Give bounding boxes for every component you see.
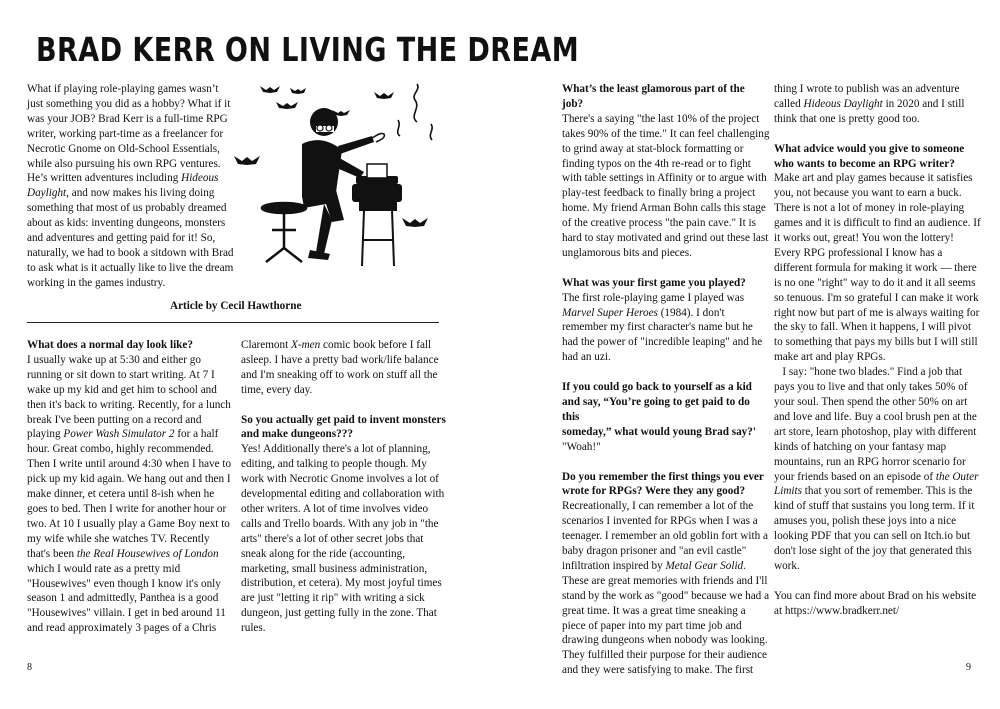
text-run: and adventures and getting paid for it! So, [27, 232, 216, 245]
text-run: finding typos on the 4th re-read or to fight [562, 157, 751, 170]
text-line [774, 365, 979, 380]
text-run: They fulfilled their purpose for their audience [562, 649, 768, 662]
text-line [562, 291, 767, 306]
text-run: playing [27, 428, 64, 441]
text-line [27, 398, 232, 413]
text-line [774, 470, 979, 485]
text-line [27, 562, 232, 577]
text-line [562, 604, 767, 619]
italic-title-run: X-men [291, 339, 321, 351]
question-heading-line: What was your first game you played? [562, 276, 746, 289]
text-line [562, 216, 767, 231]
text-run: of the creative process "the pain cave." It is [562, 217, 756, 230]
italic-title-run: Limits [774, 485, 802, 498]
text-run: unglamorous bits and pieces. [562, 246, 692, 259]
text-run: stand by the work as "good" because we had a [562, 589, 770, 602]
question-heading-line: So you actually get paid to invent monsters [241, 413, 446, 426]
text-run: right now but part of me is always waiting for [774, 306, 980, 319]
text-run: to something that pays my bills but I will still [774, 336, 978, 349]
text-line [241, 606, 446, 621]
text-run: your soul. Then spend the other 50% on art [774, 396, 968, 409]
text-run: Claremont [241, 339, 292, 351]
text-run: "Housewives" even though I know it's only [27, 577, 221, 590]
text-line [562, 529, 767, 544]
text-line [27, 517, 232, 532]
text-line [562, 157, 767, 172]
paragraph-gap [774, 574, 979, 589]
text-run: There is not a lot of money in role-playing [774, 202, 965, 215]
text-run: I say: "hone two blades." Find a job that [774, 366, 963, 379]
text-run: art store, learn photoshop, play with different [774, 425, 977, 438]
text-line [27, 621, 232, 636]
question-heading-line: What does a normal day look like? [27, 339, 193, 351]
text-line [774, 261, 979, 276]
text-run: season 1 and admittedly, Panthea is a good [27, 592, 219, 605]
text-line [774, 529, 979, 544]
text-line [562, 171, 767, 186]
text-run: There's a saying "the last 10% of the project [562, 112, 760, 125]
text-line [774, 440, 979, 455]
text-line [241, 442, 446, 457]
italic-title-run: Hideous Daylight [803, 97, 883, 110]
text-run: "Housewives" villain. I get in bed around 11 [27, 607, 226, 620]
text-run: and love and life. Buy a cool brush pen at the [774, 410, 977, 423]
text-line [774, 216, 979, 231]
text-run: amuses you, polish these joys into a nice [774, 515, 957, 528]
text-run: sneak along for the ride (accounting, [241, 547, 406, 560]
text-line [774, 455, 979, 470]
question-heading-line: who wants to become an RPG writer? [774, 157, 955, 170]
text-run: are just "letting it rip" with writing a sick [241, 592, 425, 605]
question-heading-line: and make dungeons??? [241, 428, 353, 441]
text-run: Recreationally, I can remember a lot of the [562, 500, 754, 513]
text-line [27, 427, 232, 442]
text-run: scenarios I invented for RPGs when I was a [562, 515, 758, 528]
text-line [562, 544, 767, 559]
text-run: think that one is pretty good too. [774, 112, 920, 125]
text-line [562, 127, 770, 142]
text-run: developmental editing and collaboration with [241, 488, 445, 501]
text-run: was your JOB? Brad Kerr is a full-time RPG [27, 112, 228, 125]
text-line [241, 368, 446, 383]
text-run: looking PDF that you can sell on Itch.io but [774, 530, 971, 543]
text-line [774, 201, 979, 216]
text-run: calls and Trello boards. With any job in "the [241, 517, 439, 530]
text-run: play-test feedback to finally bring a project [562, 187, 756, 200]
text-run: naturally, we had to book a sitdown with Brad [27, 246, 234, 259]
text-run: You can find more about Brad on his website [774, 589, 977, 602]
text-run: called [774, 97, 804, 110]
text-run: is no one "right" way to do it and it all seems [774, 276, 976, 289]
text-run: takes 90% of the time." It can feel challenging [562, 127, 770, 140]
text-line [774, 306, 979, 321]
text-line [562, 440, 767, 455]
text-run: piece of paper into my part time job and [562, 619, 742, 632]
paragraph-gap [774, 127, 979, 142]
text-line [562, 350, 767, 365]
text-line [562, 112, 767, 127]
text-line [27, 457, 232, 472]
text-run: goes to bed. Then I write for another hour or [27, 502, 227, 515]
text-run: had the power of "incredible leaping" and he [562, 336, 763, 349]
text-line [774, 320, 979, 335]
text-line [562, 648, 767, 663]
text-line [27, 532, 232, 547]
text-line [774, 350, 979, 365]
text-run: teenager. I remember an old goblin fort with a [562, 530, 768, 543]
text-run: pick up my kid again. We hang out and then I [27, 473, 231, 486]
paragraph-gap [562, 365, 767, 380]
page-number-right: 9 [966, 662, 971, 673]
italic-title-run: Power Wash Simulator 2 [63, 428, 175, 441]
text-line [241, 457, 446, 472]
text-run: other writers. A lot of time involves video [241, 502, 429, 515]
text-line [774, 425, 979, 440]
text-run: I usually wake up at 5:30 and either go [27, 353, 201, 366]
text-line [27, 186, 242, 201]
text-line [27, 216, 242, 231]
text-line [27, 127, 242, 142]
text-line [27, 577, 232, 592]
text-run: distribution, et cetera). My most joyful times [241, 577, 442, 590]
text-line [27, 97, 242, 112]
question-heading-line: Do you remember the first things you ever [562, 470, 764, 483]
text-line [27, 368, 232, 383]
text-line [241, 621, 446, 636]
text-line [241, 547, 446, 562]
text-run: make dinner, et cetera until 8-ish when he [27, 488, 215, 501]
text-run: in 2020 and I still [882, 97, 965, 110]
text-run: just something you did as a hobby? What if it [27, 97, 231, 110]
text-line [562, 633, 767, 648]
text-line [27, 82, 242, 97]
text-line [562, 589, 770, 604]
text-line [27, 472, 232, 487]
text-run: These are great memories with friends and I'll [562, 574, 768, 587]
text-line [27, 246, 242, 261]
text-line [27, 171, 242, 186]
text-line [27, 112, 242, 127]
text-line [774, 171, 979, 186]
text-run: break I've been putting on a record and [27, 413, 202, 426]
text-run: about as kids: inventing dungeons, monsters [27, 217, 226, 230]
text-run: editing, and talking to people though. My [241, 458, 427, 471]
text-line [562, 559, 767, 574]
text-line [774, 112, 979, 127]
text-line [27, 231, 242, 246]
text-run: and I'm sneaking off to work on stuff all the [241, 368, 438, 381]
text-line [562, 320, 767, 335]
text-line [774, 291, 979, 306]
text-line [27, 142, 242, 157]
text-run: great time. It was a great time sneaking a [562, 604, 746, 617]
text-run: arts" there's a lot of other secret jobs that [241, 532, 424, 545]
text-line [562, 306, 767, 321]
text-run: "Woah!" [562, 440, 601, 453]
text-run: Every RPG professional I know has a [774, 246, 943, 259]
text-line [562, 186, 767, 201]
text-line [27, 591, 232, 606]
text-line [241, 353, 446, 368]
text-line [562, 619, 767, 634]
text-line [241, 383, 446, 398]
question-heading-line: someday,” what would young Brad say?' [562, 425, 756, 438]
text-run: that you sort of remember. This is the [801, 485, 973, 498]
text-run: kinds of hatching on your fantasy map [774, 440, 947, 453]
article-column-2 [241, 338, 446, 636]
text-line [27, 442, 232, 457]
text-line [562, 335, 767, 350]
text-run: so tenuous. I'm so grateful I can make it work [774, 291, 979, 304]
text-line [241, 517, 446, 532]
article-byline: Article by Cecil Hawthorne [170, 300, 302, 312]
text-run: and read approximately 3 pages of a Chris [27, 622, 217, 635]
text-line [562, 514, 767, 529]
text-run: your friends based on an episode of [774, 470, 936, 483]
text-run: What if playing role-playing games wasn’t [27, 83, 219, 95]
article-title: BRAD KERR ON LIVING THE DREAM [36, 30, 580, 69]
text-run: for a half [174, 428, 219, 441]
text-line [562, 499, 767, 514]
text-run: , and now makes his living doing [66, 187, 215, 200]
text-run: at https://www.bradkerr.net/ [774, 604, 900, 617]
text-line [774, 410, 979, 425]
text-run: remember my first character's name but he [562, 321, 753, 334]
text-line [27, 201, 242, 216]
text-line [774, 499, 979, 514]
text-run: with table settings in Affinity or to argue with [562, 172, 767, 185]
text-run: make art and play RPGs. [774, 351, 886, 364]
paragraph-gap [562, 455, 767, 470]
text-line [562, 246, 767, 261]
text-line [774, 395, 979, 410]
question-heading-line: and say, “You’re going to get paid to do this [562, 396, 750, 423]
text-run: that's been [27, 547, 77, 560]
text-line [241, 562, 446, 577]
article-column-1 [27, 338, 232, 636]
text-run: work. [774, 559, 800, 572]
text-run: . [743, 559, 746, 572]
text-run: writer, working part-time as a freelancer for [27, 127, 224, 140]
text-line [27, 353, 232, 368]
text-run: pays you to live and that only takes 50% of [774, 381, 968, 394]
text-run: wake up my kid and get him to school and [27, 383, 217, 396]
paragraph-gap [241, 398, 446, 413]
text-run: which I would rate as a pretty mid [27, 562, 181, 575]
italic-title-run: Marvel Super Heroes [562, 306, 658, 319]
text-run: my wife while she watches TV. Recently [27, 532, 210, 545]
text-line [241, 532, 446, 547]
text-run: the sky to fall. When it happens, I will pivot [774, 321, 972, 334]
text-line [562, 142, 767, 157]
text-line [241, 487, 446, 502]
text-run: running or sit down to start writing. At 7 I [27, 368, 215, 381]
page-number-left: 8 [27, 662, 32, 673]
text-run: rules. [241, 622, 266, 635]
question-heading-line: What advice would you give to someone [774, 142, 965, 155]
text-line [27, 502, 232, 517]
text-line [562, 201, 767, 216]
text-run: Yes! Additionally there's a lot of planning, [241, 443, 431, 456]
text-run: different formula for making it work — there [774, 261, 977, 274]
text-run: drawing dungeons when nobody was looking. [562, 634, 768, 647]
text-run: had an uzi. [562, 351, 611, 364]
text-line [27, 413, 232, 428]
text-line [241, 591, 446, 606]
text-run: games and it is difficult to find an audience. If [774, 217, 981, 230]
text-run: you, not because you want to earn a buck. [774, 187, 962, 200]
paragraph-gap [562, 261, 767, 276]
italic-title-run: the Real Housewives of London [76, 547, 219, 560]
text-run: He’s written adventures including [27, 172, 182, 185]
illustration-writer-at-typewriter [232, 80, 440, 270]
article-column-3 [562, 82, 770, 678]
text-line [774, 544, 979, 559]
text-run: baby dragon prisoner and "an evil castle" [562, 545, 747, 558]
text-run: dungeon, just getting fully in the zone. That [241, 607, 437, 620]
text-line [562, 231, 767, 246]
text-run: hard to stay motivated and grind out these last [562, 232, 769, 245]
text-run: two. At 10 I usually play a Game Boy next to [27, 517, 230, 530]
text-run: infiltration inspired by [562, 559, 666, 572]
text-line [241, 338, 446, 353]
text-line [27, 606, 232, 621]
text-run: thing I wrote to publish was an adventure [774, 83, 960, 95]
text-line [27, 276, 242, 291]
text-run: working in the games industry. [27, 276, 166, 289]
italic-title-run: Daylight [27, 187, 67, 200]
text-run: kind of stuff that sustains you long term. If it [774, 500, 975, 513]
text-run: home. My friend Arman Bohn calls this stage [562, 202, 766, 215]
text-run: Make art and play games because it satisfies [774, 172, 973, 185]
text-line [774, 589, 979, 604]
text-line [774, 246, 979, 261]
italic-title-run: the Outer [935, 470, 979, 483]
text-line [774, 335, 979, 350]
text-line [774, 380, 979, 395]
text-run: (1984). I don't [657, 306, 725, 319]
text-line [774, 231, 979, 246]
text-line [774, 276, 979, 291]
text-line [241, 502, 446, 517]
text-line [774, 559, 979, 574]
italic-title-run: Hideous [181, 172, 219, 185]
article-column-4 [774, 82, 979, 619]
text-line [562, 663, 767, 678]
text-run: mountains, run an RPG horror scenario for [774, 455, 966, 468]
text-run: then it's back to writing. Recently, for a lunch [27, 398, 231, 411]
text-line [774, 97, 979, 112]
text-line [27, 487, 232, 502]
section-divider [27, 322, 439, 323]
text-run: something that most of us probably dreamed [27, 202, 227, 215]
text-line [562, 574, 767, 589]
text-run: Necrotic Gnome on Old-School Essentials, [27, 142, 220, 155]
text-line [27, 547, 232, 562]
text-run: to grind away at stat-block formatting or [562, 142, 744, 155]
text-line [774, 484, 979, 499]
question-heading-line: wrote for RPGs? Were they any good? [562, 485, 746, 498]
text-line [774, 186, 979, 201]
text-line [774, 604, 979, 619]
text-run: work with Necrotic Gnome involves a lot of [241, 473, 439, 486]
italic-title-run: Metal Gear Solid [665, 559, 744, 572]
text-run: time, every day. [241, 383, 313, 396]
text-line [241, 576, 446, 591]
text-run: it works out, great! You won the lottery! [774, 232, 954, 245]
text-run: comic book before I fall [320, 339, 432, 351]
text-line [774, 82, 979, 97]
text-run: and they were satisfying to make. The first [562, 664, 754, 677]
question-heading-line: What’s the least glamorous part of the job? [562, 83, 745, 110]
text-run: Then I write until around 4:30 when I have to [27, 458, 232, 471]
text-line [241, 472, 446, 487]
text-line [27, 157, 242, 172]
intro-paragraph [27, 82, 242, 291]
question-heading-line: If you could go back to yourself as a kid [562, 381, 752, 394]
text-run: asleep. I have a pretty bad work/life balance [241, 353, 439, 366]
text-line [27, 383, 232, 398]
text-line [774, 514, 979, 529]
text-run: The first role-playing game I played was [562, 291, 745, 304]
text-run: hour. Great combo, highly recommended. [27, 443, 214, 456]
text-run: don't lose sight of the joy that generated this [774, 545, 972, 558]
text-line [27, 261, 242, 276]
text-run: marketing, small business administration, [241, 562, 428, 575]
text-run: while also pursuing his own RPG ventures. [27, 157, 221, 170]
text-run: to ask what is it actually like to live the dream [27, 261, 234, 274]
